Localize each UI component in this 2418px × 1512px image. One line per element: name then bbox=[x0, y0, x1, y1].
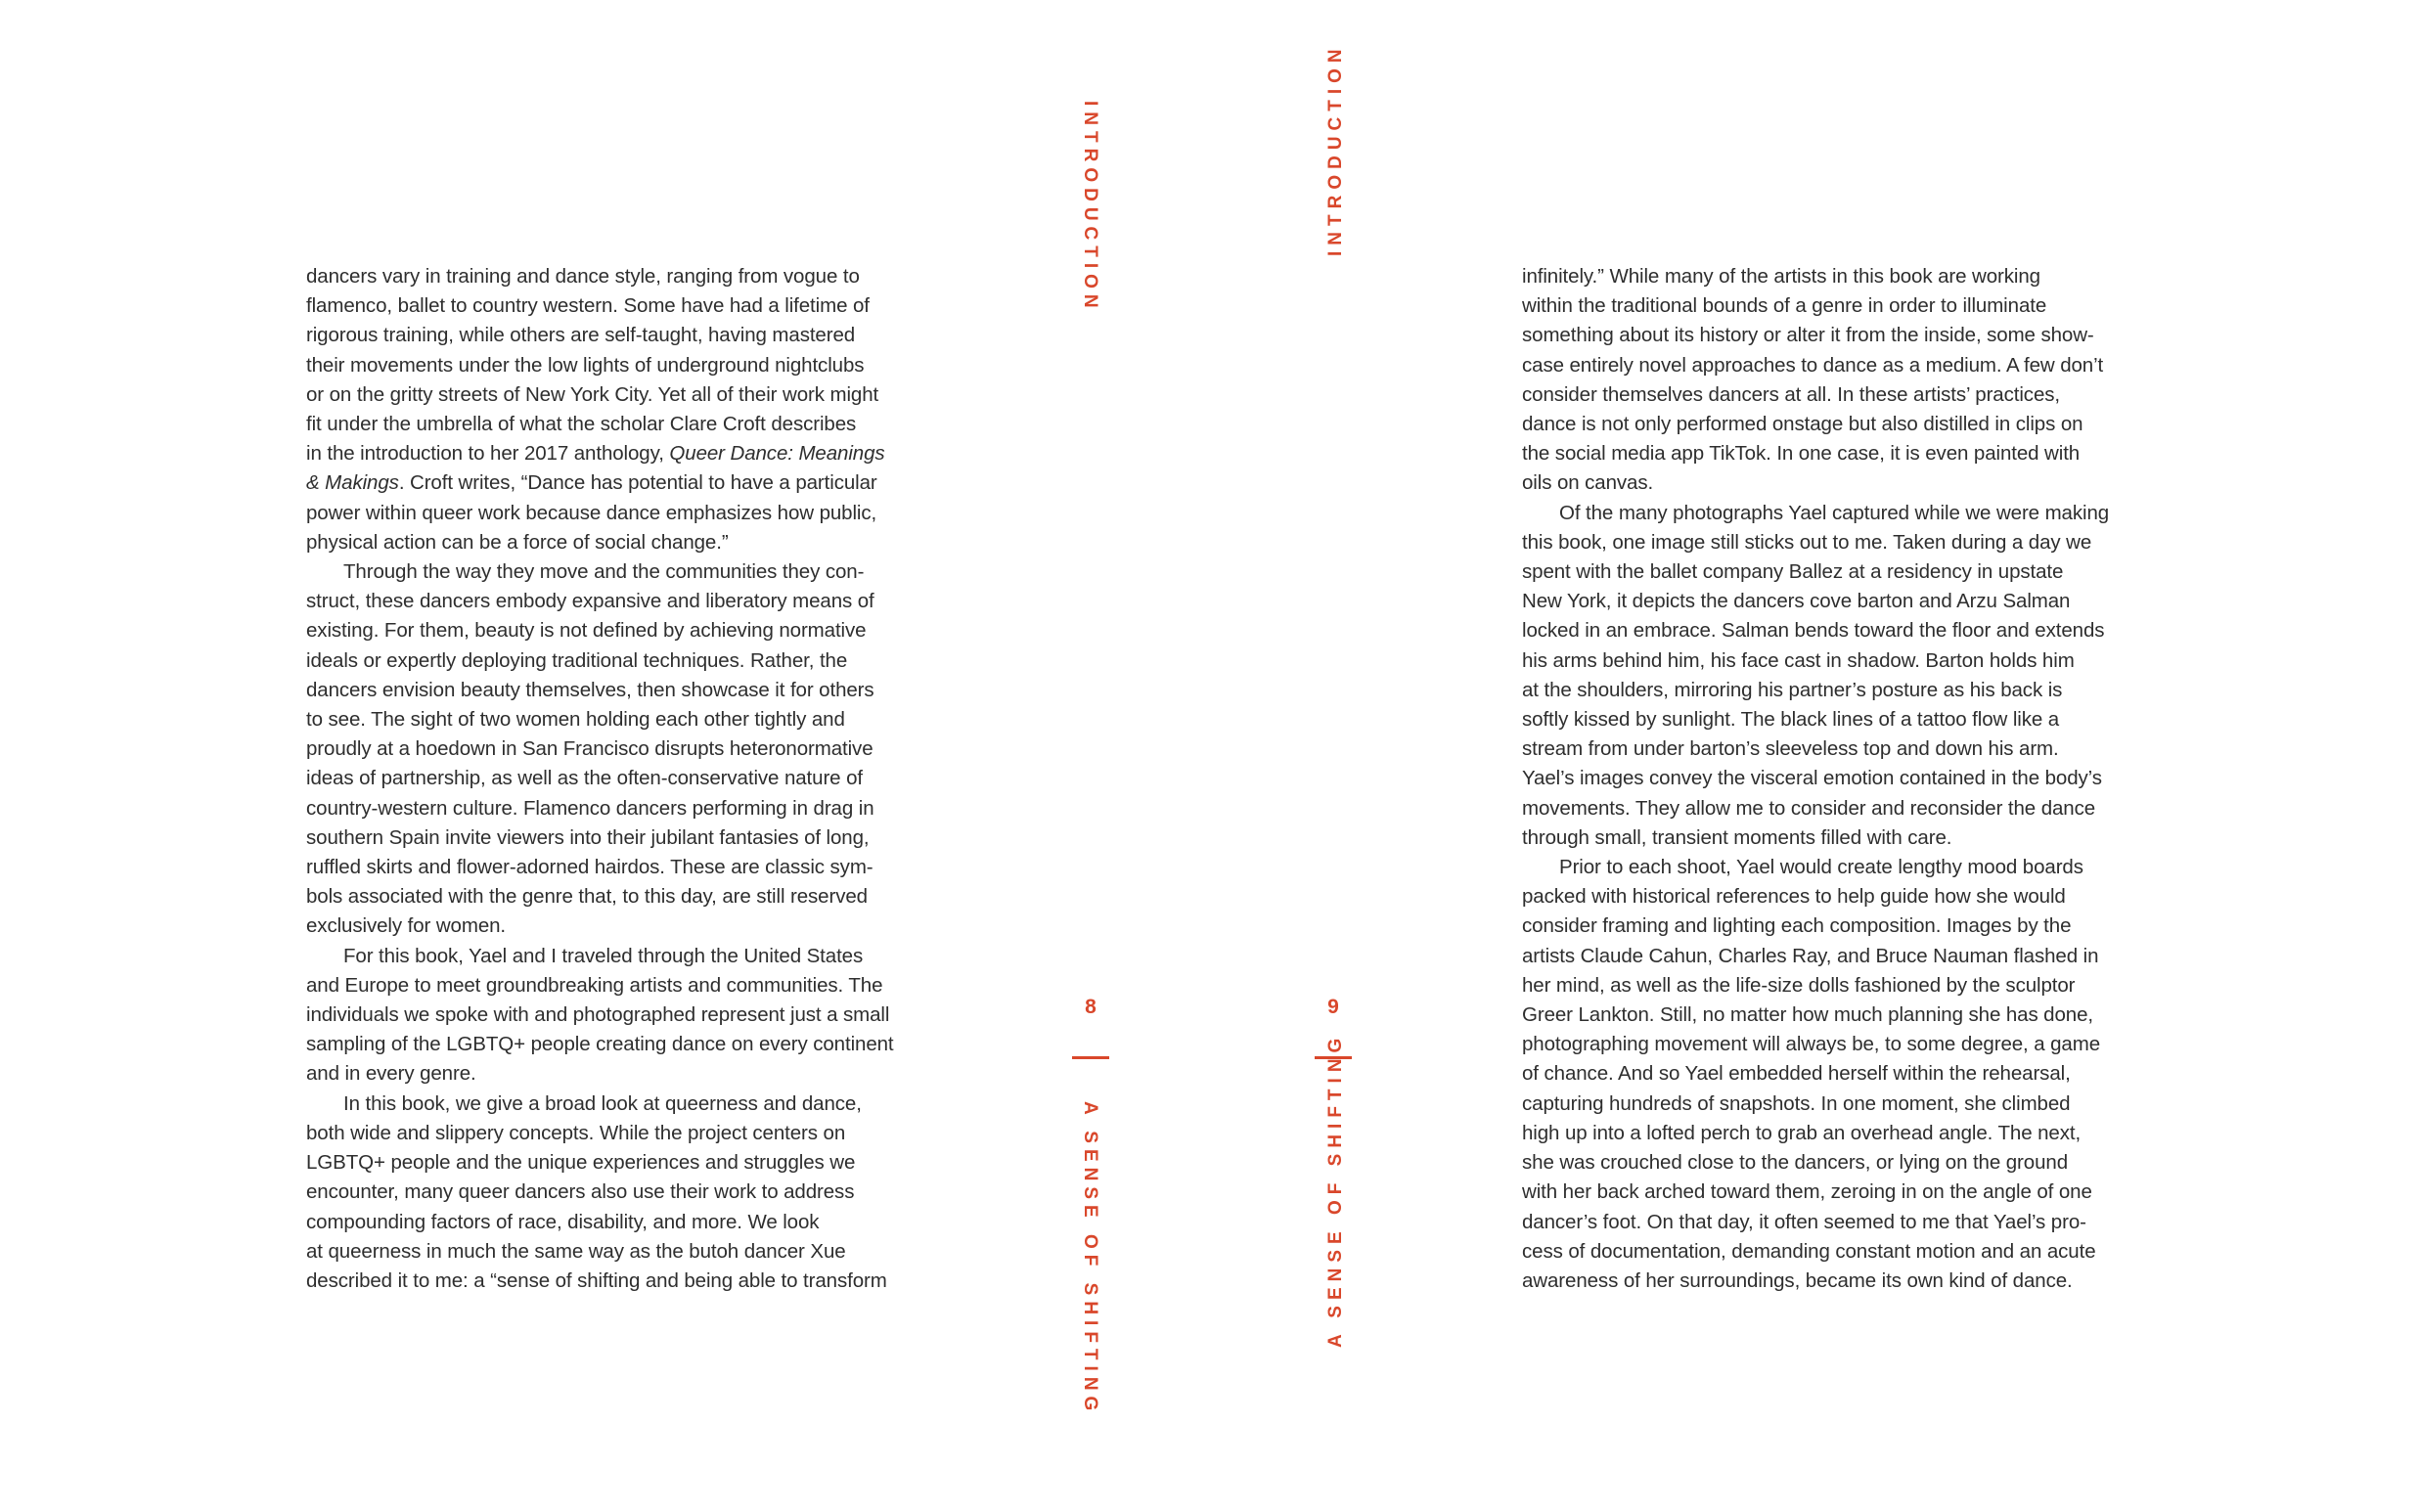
text-line: oils on canvas. bbox=[1522, 471, 1654, 495]
text-line: Of the many photographs Yael captured while we were making bbox=[1559, 501, 2110, 524]
left-page-body bbox=[306, 262, 932, 1296]
text-line: cess of documentation, demanding constant motion and an acute bbox=[1522, 1239, 2096, 1263]
text-line: with her back arched toward them, zeroing in on the angle of one bbox=[1522, 1180, 2092, 1204]
right-page-body bbox=[1522, 262, 2148, 1296]
text-line: ideals or expertly deploying traditional techniques. Rather, the bbox=[306, 648, 848, 672]
text-line: bols associated with the genre that, to this day, are still reserved bbox=[306, 885, 868, 909]
text-line: struct, these dancers embody expansive and liberatory means of bbox=[306, 590, 874, 613]
text-line: encounter, many queer dancers also use their work to address bbox=[306, 1180, 855, 1204]
text-line: ideas of partnership, as well as the often-conservative nature of bbox=[306, 767, 863, 790]
text-line: their movements under the low lights of underground nightclubs bbox=[306, 353, 865, 377]
text-line: rigorous training, while others are self-taught, having mastered bbox=[306, 324, 856, 347]
text-line bbox=[306, 439, 932, 468]
text-line: Through the way they move and the communities they con- bbox=[343, 560, 865, 584]
text-line: New York, it depicts the dancers cove barton and Arzu Salman bbox=[1522, 590, 2071, 613]
text-segment: in the introduction to her 2017 anthology, bbox=[306, 442, 670, 466]
text-line: and Europe to meet groundbreaking artists and communities. The bbox=[306, 973, 883, 997]
paragraph bbox=[1522, 499, 2148, 853]
text-line: sampling of the LGBTQ+ people creating dance on every continent bbox=[306, 1033, 894, 1056]
text-line: awareness of her surroundings, became its own kind of dance. bbox=[1522, 1268, 2073, 1292]
right-running-foot: A SENSE OF SHIFTING bbox=[1325, 1032, 1346, 1348]
text-line: fit under the umbrella of what the scholar Clare Croft describes bbox=[306, 413, 857, 436]
text-line: Yael’s images convey the visceral emotion contained in the body’s bbox=[1522, 767, 2102, 790]
text-line: country-western culture. Flamenco dancers performing in drag in bbox=[306, 796, 874, 820]
text-line: For this book, Yael and I traveled through the United States bbox=[343, 944, 864, 967]
text-line: to see. The sight of two women holding each other tightly and bbox=[306, 708, 845, 732]
text-line: photographing movement will always be, to some degree, a game bbox=[1522, 1033, 2101, 1056]
left-running-head: INTRODUCTION bbox=[1080, 101, 1100, 314]
text-line: LGBTQ+ people and the unique experiences and struggles we bbox=[306, 1151, 856, 1175]
text-line: individuals we spoke with and photographed represent just a small bbox=[306, 1003, 890, 1027]
text-line: through small, transient moments filled with care. bbox=[1522, 825, 1952, 849]
text-line: of chance. And so Yael embedded herself within the rehearsal, bbox=[1522, 1062, 2071, 1086]
left-running-foot: A SENSE OF SHIFTING bbox=[1080, 1101, 1100, 1417]
text-line: his arms behind him, his face cast in shadow. Barton holds him bbox=[1522, 648, 2075, 672]
text-segment: . Croft writes, “Dance has potential to have a particular bbox=[398, 471, 877, 495]
text-line: exclusively for women. bbox=[306, 914, 507, 938]
text-line: compounding factors of race, disability, and more. We look bbox=[306, 1210, 820, 1233]
text-line: In this book, we give a broad look at queerness and dance, bbox=[343, 1091, 862, 1115]
paragraph bbox=[1522, 262, 2148, 499]
text-line: power within queer work because dance emphasizes how public, bbox=[306, 501, 877, 524]
text-line: packed with historical references to help guide how she would bbox=[1522, 885, 2066, 909]
text-line: within the traditional bounds of a genre in order to illuminate bbox=[1522, 294, 2047, 318]
text-line: existing. For them, beauty is not defined by achieving normative bbox=[306, 619, 867, 643]
text-line: dancer’s foot. On that day, it often seemed to me that Yael’s pro- bbox=[1522, 1210, 2086, 1233]
text-line: the social media app TikTok. In one case, it is even painted with bbox=[1522, 442, 2081, 466]
left-page-number: 8 bbox=[1085, 996, 1097, 1018]
right-page-number: 9 bbox=[1327, 996, 1339, 1018]
text-line: ruffled skirts and flower-adorned hairdos. These are classic sym- bbox=[306, 856, 873, 879]
left-folio-rule bbox=[1072, 1056, 1109, 1059]
text-line: something about its history or alter it from the inside, some show- bbox=[1522, 324, 2094, 347]
paragraph bbox=[306, 557, 932, 942]
text-line: proudly at a hoedown in San Francisco disrupts heteronormative bbox=[306, 737, 873, 761]
text-line: dancers vary in training and dance style, ranging from vogue to bbox=[306, 265, 860, 288]
text-line: case entirely novel approaches to dance as a medium. A few don’t bbox=[1522, 353, 2104, 377]
text-line: described it to me: a “sense of shifting and being able to transform bbox=[306, 1268, 887, 1292]
text-line: stream from under barton’s sleeveless top and down his arm. bbox=[1522, 737, 2059, 761]
paragraph bbox=[306, 262, 932, 557]
text-line: consider themselves dancers at all. In these artists’ practices, bbox=[1522, 382, 2061, 406]
text-line: softly kissed by sunlight. The black lines of a tattoo flow like a bbox=[1522, 708, 2060, 732]
text-line: high up into a lofted perch to grab an overhead angle. The next, bbox=[1522, 1121, 2082, 1144]
text-line: she was crouched close to the dancers, or lying on the ground bbox=[1522, 1151, 2068, 1175]
text-line: this book, one image still sticks out to me. Taken during a day we bbox=[1522, 530, 2092, 554]
text-line: or on the gritty streets of New York City. Yet all of their work might bbox=[306, 382, 879, 406]
text-line: physical action can be a force of social change.” bbox=[306, 530, 729, 554]
text-line: Prior to each shoot, Yael would create lengthy mood boards bbox=[1559, 856, 2083, 879]
text-line: her mind, as well as the life-size dolls fashioned by the sculptor bbox=[1522, 973, 2076, 997]
text-line: at queerness in much the same way as the butoh dancer Xue bbox=[306, 1239, 846, 1263]
paragraph bbox=[1522, 853, 2148, 1296]
text-line: infinitely.” While many of the artists in this book are working bbox=[1522, 265, 2040, 288]
paragraph bbox=[306, 1090, 932, 1296]
text-line: capturing hundreds of snapshots. In one moment, she climbed bbox=[1522, 1091, 2071, 1115]
text-line: artists Claude Cahun, Charles Ray, and Bruce Nauman flashed in bbox=[1522, 944, 2099, 967]
book-title: Queer Dance: Meanings bbox=[669, 442, 885, 466]
text-line: spent with the ballet company Ballez at a residency in upstate bbox=[1522, 560, 2064, 584]
text-line: dancers envision beauty themselves, then showcase it for others bbox=[306, 678, 874, 701]
text-line: at the shoulders, mirroring his partner’s posture as his back is bbox=[1522, 678, 2063, 701]
right-running-head: INTRODUCTION bbox=[1325, 43, 1346, 256]
text-line: flamenco, ballet to country western. Some have had a lifetime of bbox=[306, 294, 870, 318]
paragraph bbox=[306, 942, 932, 1090]
text-line: movements. They allow me to consider and reconsider the dance bbox=[1522, 796, 2096, 820]
text-line: locked in an embrace. Salman bends toward the floor and extends bbox=[1522, 619, 2105, 643]
text-line: both wide and slippery concepts. While the project centers on bbox=[306, 1121, 846, 1144]
book-title-continued: & Makings bbox=[306, 471, 399, 495]
text-line: and in every genre. bbox=[306, 1062, 476, 1086]
text-line: consider framing and lighting each composition. Images by the bbox=[1522, 914, 2072, 938]
text-line: dance is not only performed onstage but also distilled in clips on bbox=[1522, 413, 2083, 436]
text-line: southern Spain invite viewers into their jubilant fantasies of long, bbox=[306, 825, 870, 849]
text-line: Greer Lankton. Still, no matter how much planning she has done, bbox=[1522, 1003, 2093, 1027]
text-line bbox=[306, 468, 932, 498]
